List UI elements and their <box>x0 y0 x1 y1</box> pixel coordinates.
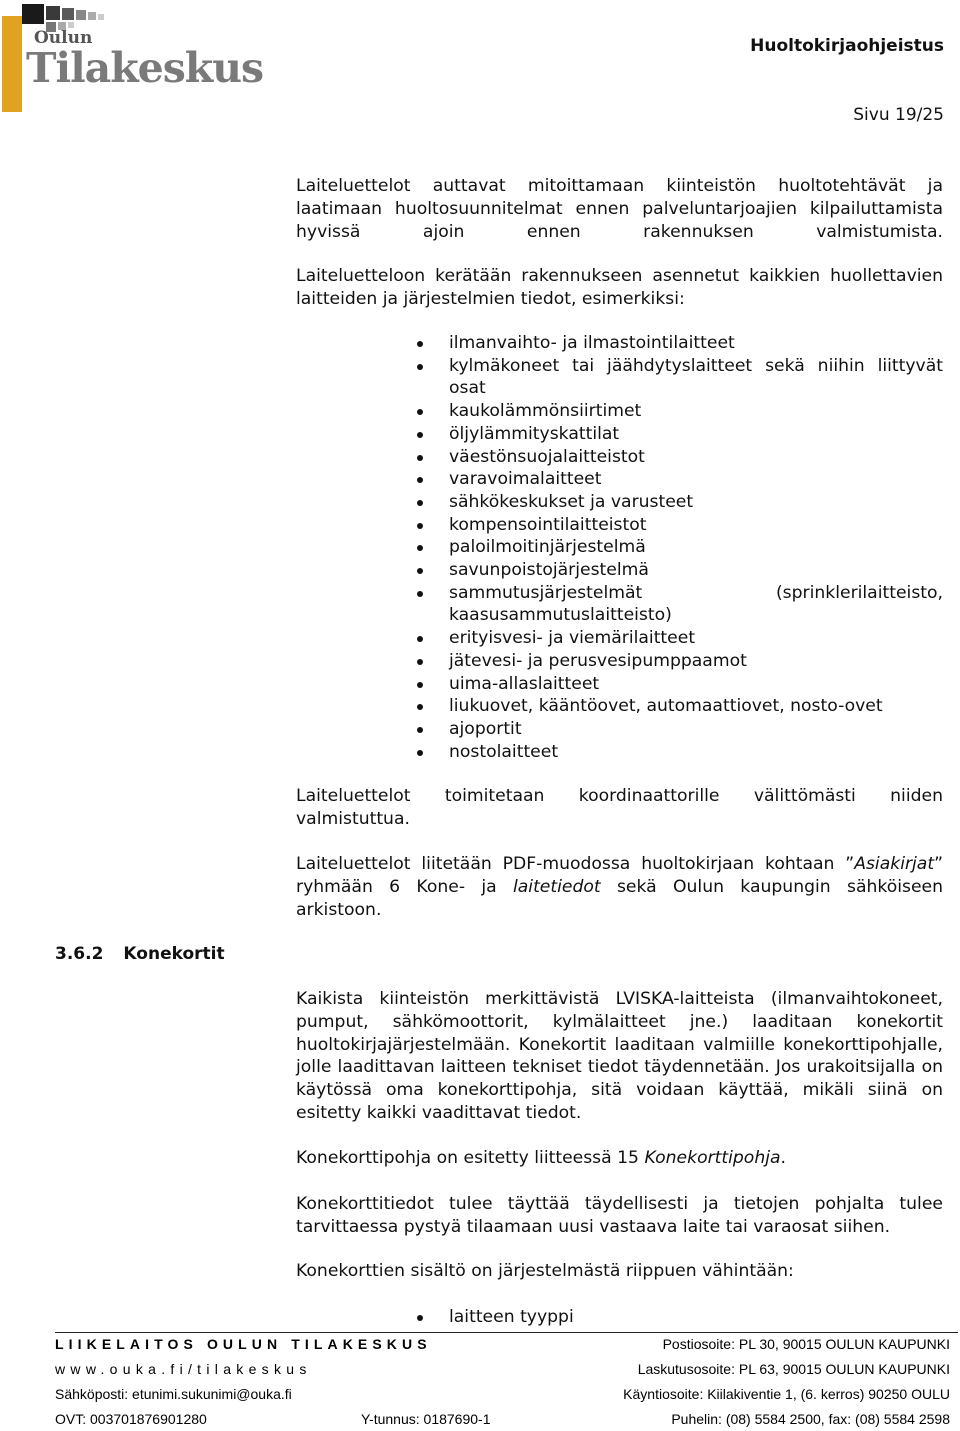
p4-italic-laitetiedot: laitetiedot <box>512 876 601 897</box>
list-item <box>417 491 943 514</box>
list-item <box>417 468 943 491</box>
logo-text-tilakeskus: Tilakeskus <box>26 44 264 92</box>
footer-billing-address: Laskutusosoite: PL 63, 90015 OULUN KAUPUNKI <box>637 1361 950 1377</box>
bullet-icon <box>417 364 423 370</box>
list-item-text: paloilmoitinjärjestelmä <box>449 537 646 558</box>
list-item <box>417 423 943 446</box>
list-item <box>417 355 943 400</box>
bullet-icon <box>417 432 423 438</box>
list-item <box>417 446 943 469</box>
footer-divider <box>55 1332 958 1333</box>
list-item <box>417 582 943 627</box>
page-number: Sivu 19/25 <box>853 105 944 125</box>
bullet-icon <box>417 1315 423 1321</box>
list-item <box>417 627 943 650</box>
paragraph-intro: Laiteluettelot auttavat mitoittamaan kiinteistön huoltotehtävät ja laatimaan huoltosuunnitelmat ennen palveluntarjoajien kilpailuttamista hyvissä ajoin ennen rakennuksen valmistumista. <box>296 176 943 242</box>
p4-italic-asiakirjat: Asiakirjat <box>854 854 935 874</box>
footer-phone: Puhelin: (08) 5584 2500, fax: (08) 5584 2598 <box>671 1411 950 1427</box>
p4-text-a: Laiteluettelot liitetään PDF-muodossa huoltokirjaan kohtaan ” <box>296 854 855 874</box>
list-item <box>417 650 943 673</box>
card-contents-list <box>417 1306 943 1329</box>
document-title: Huoltokirjaohjeistus <box>750 36 944 56</box>
bullet-icon <box>417 455 423 461</box>
list-item-text: laitteen tyyppi <box>449 1307 574 1327</box>
list-item-text: jätevesi- ja perusvesipumppaamot <box>449 650 747 671</box>
bullet-icon <box>417 341 423 347</box>
list-item <box>417 1306 943 1329</box>
list-item-text: ajoportit <box>449 718 522 739</box>
bullet-icon <box>417 682 423 688</box>
p4-text-c: ” ryhmään 6 Kone- ja <box>296 854 943 897</box>
footer-website-link[interactable]: www.ouka.fi/tilakeskus <box>55 1361 312 1377</box>
p6-italic-konekorttipohja: Konekorttipohja <box>644 1148 781 1168</box>
list-item <box>417 741 943 764</box>
bullet-icon <box>417 545 423 551</box>
list-item-text: uima-allaslaitteet <box>449 673 600 694</box>
footer-visiting-address: Käyntiosoite: Kiilakiventie 1, (6. kerros) 90250 OULU <box>623 1386 950 1402</box>
footer-email: Sähköposti: etunimi.sukunimi@ouka.fi <box>55 1386 292 1402</box>
list-item-text: kylmäkoneet tai jäähdytyslaitteet sekä niihin liittyvät osat <box>449 355 943 399</box>
bullet-icon <box>417 727 423 733</box>
bullet-icon <box>417 750 423 756</box>
paragraph-delivery: Laiteluettelot toimitetaan koordinaattorille välittömästi niiden valmistuttua. <box>296 786 943 829</box>
list-item-text: kaukolämmönsiirtimet <box>449 401 642 422</box>
list-item-text: ilmanvaihto- ja ilmastointilaitteet <box>449 333 735 353</box>
bullet-icon <box>417 477 423 483</box>
list-item <box>417 400 943 423</box>
list-item <box>417 718 943 741</box>
bullet-icon <box>417 704 423 710</box>
list-item-text: erityisvesi- ja viemärilaitteet <box>449 628 696 649</box>
list-item-text: liukuovet, kääntöovet, automaattiovet, nosto-ovet <box>449 696 883 717</box>
footer-business-id: Y-tunnus: 0187690-1 <box>361 1411 491 1427</box>
list-item-text: savunpoistojärjestelmä <box>449 560 649 581</box>
paragraph-list-intro: Laiteluetteloon kerätään rakennukseen asennetut kaikkien huollettavien laitteiden ja järjestelmien tiedot, esimerkiksi: <box>296 266 943 309</box>
bullet-icon <box>417 591 423 597</box>
paragraph-attachment <box>296 853 943 921</box>
paragraph-template <box>296 1147 943 1170</box>
bullet-icon <box>417 636 423 642</box>
equipment-list <box>417 332 943 763</box>
list-item-text: sähkökeskukset ja varusteet <box>449 491 694 512</box>
footer-ovt: OVT: 003701876901280 <box>55 1411 207 1427</box>
footer-postal-address: Postiosoite: PL 30, 90015 OULUN KAUPUNKI <box>662 1336 950 1352</box>
company-logo <box>2 2 264 112</box>
section-heading <box>55 944 225 964</box>
list-item-text: öljylämmityskattilat <box>449 423 620 444</box>
logo-text-oulun: Oulun <box>34 28 93 48</box>
bullet-icon <box>417 568 423 574</box>
list-item-text: väestönsuojalaitteistot <box>449 446 645 467</box>
list-item-text: varavoimalaitteet <box>449 469 602 490</box>
list-item <box>417 559 943 582</box>
bullet-icon <box>417 659 423 665</box>
bullet-icon <box>417 409 423 415</box>
p4-text-e: sekä Oulun kaupungin sähköiseen arkistoon. <box>296 876 943 920</box>
list-item <box>417 514 943 537</box>
section-title: Konekortit <box>123 944 225 964</box>
footer-organization: LIIKELAITOS OULUN TILAKESKUS <box>55 1336 432 1352</box>
p6-text-a: Konekorttipohja on esitetty liitteessä 15 <box>296 1148 645 1168</box>
list-item-text: sammutusjärjestelmät (sprinklerilaitteisto, kaasusammutuslaitteisto) <box>449 582 943 626</box>
list-item <box>417 673 943 696</box>
p6-text-c: . <box>780 1148 786 1168</box>
list-item <box>417 332 943 355</box>
bullet-icon <box>417 523 423 529</box>
section-number: 3.6.2 <box>55 944 104 964</box>
paragraph-card-info: Konekorttitiedot tulee täyttää täydellisesti ja tietojen pohjalta tulee tarvittaessa pystyä tilaamaan uusi vastaava laite tai varaosat siihen. <box>296 1194 943 1237</box>
paragraph-card-contents: Konekorttien sisältö on järjestelmästä riippuen vähintään: <box>296 1261 794 1281</box>
list-item <box>417 695 943 718</box>
list-item-text: nostolaitteet <box>449 741 559 762</box>
list-item <box>417 536 943 559</box>
bullet-icon <box>417 500 423 506</box>
list-item-text: kompensointilaitteistot <box>449 514 647 535</box>
paragraph-machine-cards: Kaikista kiinteistön merkittävistä LVISKA-laitteista (ilmanvaihtokoneet, pumput, sähkömoottorit, kylmälaitteet jne.) laaditaan konekortit huoltokirjajärjestelmään. Konekortit laaditaan valmiille konekorttipohjalle, jolle laadittavan laitteen tekniset tiedot täydennetään. Jos urakoitsijalla on käytössä oma konekorttipohja, sitä voidaan käyttää, mikäli siinä on esitetty kaikki vaadittavat tiedot. <box>296 989 943 1123</box>
